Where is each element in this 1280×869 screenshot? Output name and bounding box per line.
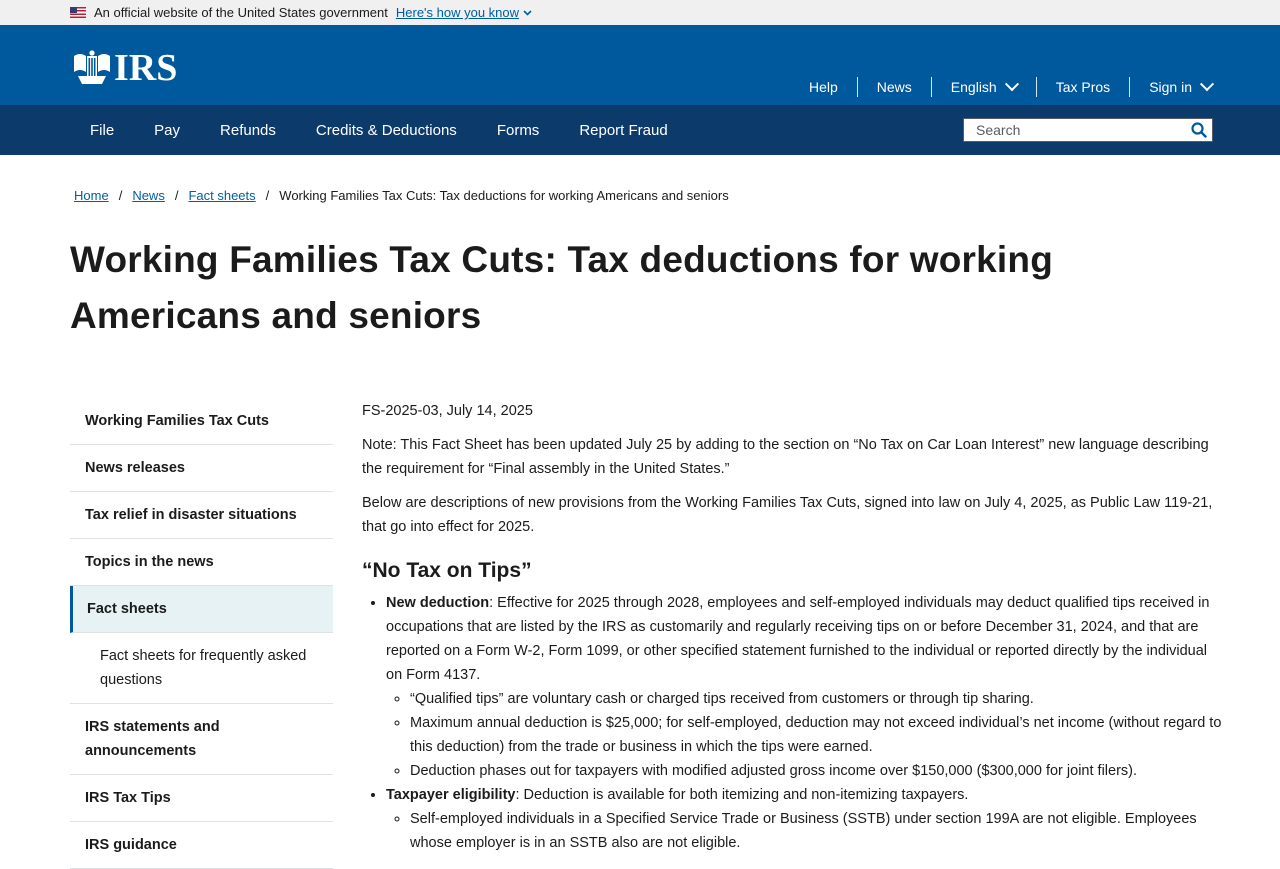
breadcrumb-home[interactable]: Home (74, 188, 109, 203)
sidebar-item-topics-in-the-news[interactable]: Topics in the news (70, 539, 333, 586)
sidebar-item-fact-sheets-faq[interactable]: Fact sheets for frequently asked questions (70, 633, 333, 704)
nav-refunds[interactable]: Refunds (220, 121, 276, 139)
nav-pay[interactable]: Pay (154, 121, 181, 139)
chevron-down-icon (1005, 77, 1019, 91)
list-item: ◦ “Qualified tips” are voluntary cash or charged tips received from customers or through tip sharing. (410, 687, 1222, 711)
gov-banner-text: An official website of the United States government (94, 5, 388, 20)
chevron-down-icon (1200, 77, 1214, 91)
us-flag-icon (70, 7, 86, 18)
util-news-link[interactable] (858, 79, 931, 95)
breadcrumb-news[interactable]: News (132, 188, 165, 203)
logo-text: IRS (114, 47, 178, 89)
heres-how-you-know-link[interactable] (396, 5, 532, 20)
list-item: ◦ Maximum annual deduction is $25,000; for self-employed, deduction may not exceed individual’s net income (without regard to this deduction) from the trade or business in which the tips were earned. (410, 711, 1222, 759)
main-nav (0, 105, 1280, 155)
site-header (0, 25, 1280, 105)
update-note: Note: This Fact Sheet has been updated July 25 by adding to the section on “No Tax on Car Loan Interest” new language describing the requirement for “Final assembly in the United States.” (362, 437, 1209, 477)
search-button[interactable] (1186, 119, 1212, 141)
nav-file[interactable]: File (90, 121, 115, 139)
divider (857, 77, 858, 97)
util-news-label: News (876, 79, 912, 95)
nav-credits-deductions[interactable]: Credits & Deductions (315, 121, 457, 139)
sub-list (386, 687, 1222, 783)
divider (1036, 77, 1037, 97)
breadcrumb-separator: / (174, 188, 179, 203)
bullet-text: : Effective for 2025 through 2028, employees and self-employed individuals may deduct qualified tips received in occupations that are listed by the IRS as customarily and regularly receiving tips on or before December 31, 2024, and that are reported on a Form W-2, Form 1099, or other specified statement furnished to the individual or reported directly by the individual on Form 4137. (386, 595, 1210, 683)
util-help-label: Help (808, 79, 838, 95)
sidebar-item-irs-tax-tips[interactable]: IRS Tax Tips (70, 775, 333, 822)
search-input[interactable] (964, 119, 1186, 141)
sidebar-item-working-families-tax-cuts[interactable]: Working Families Tax Cuts (70, 398, 333, 445)
irs-logo[interactable] (72, 47, 178, 89)
util-help-link[interactable] (790, 79, 857, 95)
sidebar-item-fact-sheets[interactable]: Fact sheets (70, 586, 333, 633)
divider (931, 77, 932, 97)
language-label: English (950, 79, 997, 95)
breadcrumb-fact-sheets[interactable]: Fact sheets (188, 188, 256, 203)
list-item: ◦ Self-employed individuals in a Specified Service Trade or Business (SSTB) under section 199A are not eligible. Employees whose employer is in an SSTB also are not eligible. (410, 807, 1222, 855)
search-box (963, 118, 1213, 142)
sidebar-item-tax-relief-disaster[interactable]: Tax relief in disaster situations (70, 492, 333, 539)
heres-how-you-know-label: Here's how you know (395, 5, 520, 20)
fact-sheet-meta: FS-2025-03, July 14, 2025 (362, 403, 533, 419)
sidebar-item-news-releases[interactable]: News releases (70, 445, 333, 492)
utility-nav (790, 77, 1212, 97)
breadcrumb-current: Working Families Tax Cuts: Tax deductions for working Americans and seniors (279, 188, 729, 203)
sign-in-menu[interactable] (1130, 79, 1212, 95)
sidebar-nav (70, 398, 333, 869)
bullet-label: New deduction (386, 595, 490, 611)
sub-list (386, 807, 1222, 855)
list-item (386, 591, 1222, 783)
page-title: Working Families Tax Cuts: Tax deductions for working Americans and seniors (70, 239, 1054, 336)
intro-paragraph: Below are descriptions of new provisions from the Working Families Tax Cuts, signed into law on July 4, 2025, as Public Law 119-21, that go into effect for 2025. (362, 495, 1213, 535)
language-selector[interactable] (932, 79, 1036, 95)
breadcrumb-separator: / (118, 188, 123, 203)
tips-list (362, 591, 1222, 855)
gov-banner (0, 0, 1280, 25)
eagle-icon (72, 50, 112, 86)
util-tax-pros-label: Tax Pros (1055, 79, 1111, 95)
nav-report-fraud[interactable]: Report Fraud (579, 121, 668, 139)
list-item (386, 783, 1222, 855)
list-item: ◦ Deduction phases out for taxpayers with modified adjusted gross income over $150,000 ($300,000 for joint filers). (410, 759, 1222, 783)
bullet-label: Taxpayer eligibility (386, 787, 516, 803)
section-heading-no-tax-on-tips: “No Tax on Tips” (362, 559, 532, 582)
breadcrumb-separator: / (265, 188, 270, 203)
divider (1129, 77, 1130, 97)
util-tax-pros-link[interactable] (1037, 79, 1129, 95)
main-content (362, 399, 1222, 855)
sign-in-label: Sign in (1149, 79, 1192, 95)
search-icon (1191, 122, 1207, 138)
nav-forms[interactable]: Forms (496, 121, 540, 139)
breadcrumb (74, 188, 729, 203)
bullet-text: : Deduction is available for both itemizing and non-itemizing taxpayers. (515, 787, 969, 803)
sidebar-item-irs-guidance[interactable]: IRS guidance (70, 822, 333, 869)
sidebar-item-irs-statements[interactable]: IRS statements and announcements (70, 704, 333, 775)
chevron-down-icon (523, 10, 532, 16)
